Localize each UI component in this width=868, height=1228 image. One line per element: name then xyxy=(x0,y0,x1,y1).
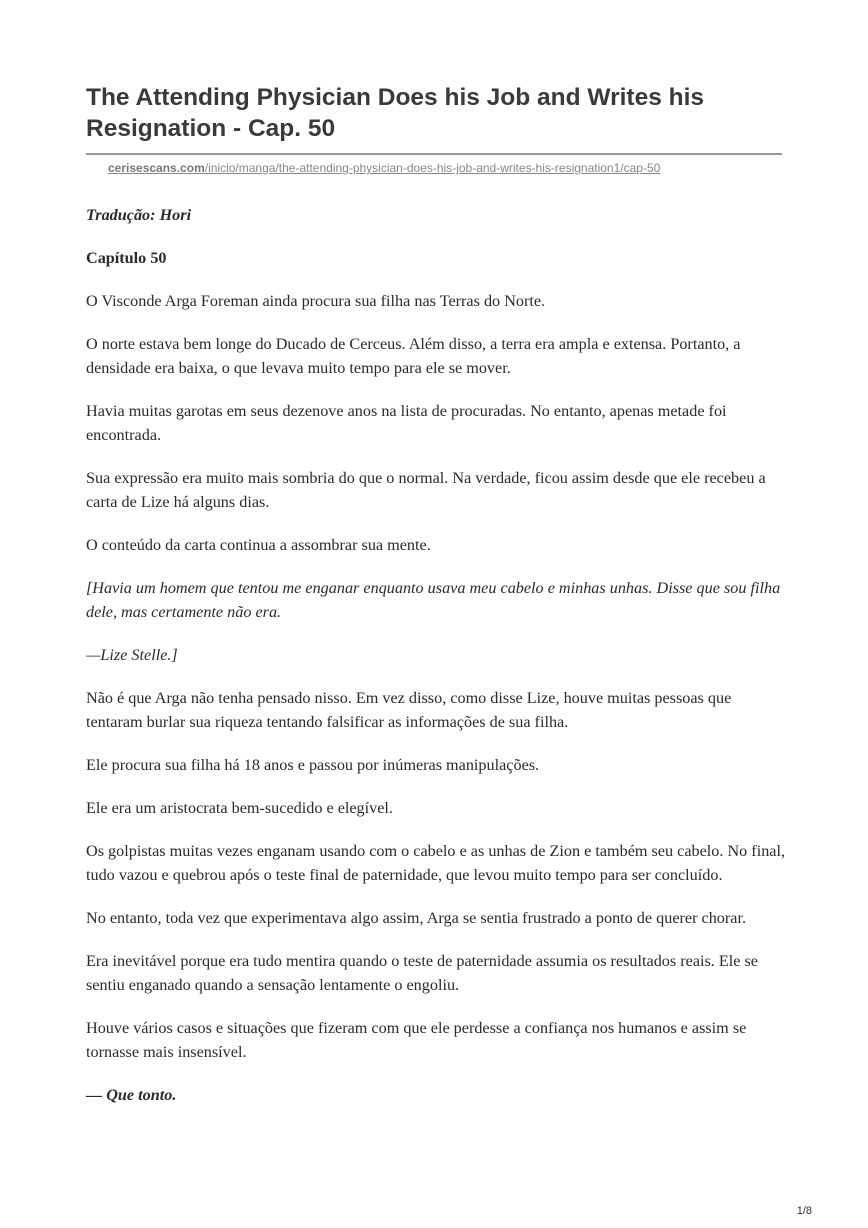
paragraph: Era inevitável porque era tudo mentira quando o teste de paternidade assumia os resultados reais. Ele se sentiu enganado quando a sensação lentamente o engoliu. xyxy=(86,952,758,994)
page-number: 1/8 xyxy=(796,1205,812,1217)
source-domain: cerisescans.com xyxy=(108,161,205,175)
page-title: The Attending Physician Does his Job and Writes his Resignation - Cap. 50 xyxy=(86,84,705,142)
letter-signature: —Lize Stelle.] xyxy=(86,646,178,664)
paragraph: Não é que Arga não tenha pensado nisso. Em vez disso, como disse Lize, houve muitas pessoas que tentaram burlar sua riqueza tentando falsificar as informações de sua filha. xyxy=(86,689,732,731)
paragraph: Ele era um aristocrata bem-sucedido e elegível. xyxy=(86,799,393,817)
paragraph: No entanto, toda vez que experimentava algo assim, Arga se sentia frustrado a ponto de querer chorar. xyxy=(86,909,747,927)
paragraph: O norte estava bem longe do Ducado de Cerceus. Além disso, a terra era ampla e extensa. Portanto, a densidade era baixa, o que levava muito tempo para ele se mover. xyxy=(86,335,741,377)
paragraph: Sua expressão era muito mais sombria do que o normal. Na verdade, ficou assim desde que ele recebeu a carta de Lize há alguns dias. xyxy=(86,469,766,511)
paragraph: Havia muitas garotas em seus dezenove anos na lista de procuradas. No entanto, apenas metade foi encontrada. xyxy=(86,402,727,444)
title-divider xyxy=(86,153,782,155)
chapter-heading: Capítulo 50 xyxy=(86,249,167,267)
dialogue-line: — Que tonto. xyxy=(86,1086,177,1104)
article-body xyxy=(86,203,786,1126)
paragraph: Ele procura sua filha há 18 anos e passou por inúmeras manipulações. xyxy=(86,756,540,774)
source-link[interactable] xyxy=(108,160,660,176)
paragraph: O Visconde Arga Foreman ainda procura sua filha nas Terras do Norte. xyxy=(86,292,546,310)
paragraph: O conteúdo da carta continua a assombrar sua mente. xyxy=(86,536,431,554)
paragraph: Houve vários casos e situações que fizeram com que ele perdesse a confiança nos humanos e assim se tornasse mais insensível. xyxy=(86,1019,747,1061)
letter-quote: [Havia um homem que tentou me enganar enquanto usava meu cabelo e minhas unhas. Disse que sou filha dele, mas certamente não era. xyxy=(86,579,781,621)
paragraph: Os golpistas muitas vezes enganam usando com o cabelo e as unhas de Zion e também seu cabelo. No final, tudo vazou e quebrou após o teste final de paternidade, que levou muito tempo para ser concluído. xyxy=(86,842,786,884)
translator-credit: Tradução: Hori xyxy=(86,206,192,224)
source-path: /inicio/manga/the-attending-physician-does-his-job-and-writes-his-resignation1/cap-50 xyxy=(204,161,661,175)
